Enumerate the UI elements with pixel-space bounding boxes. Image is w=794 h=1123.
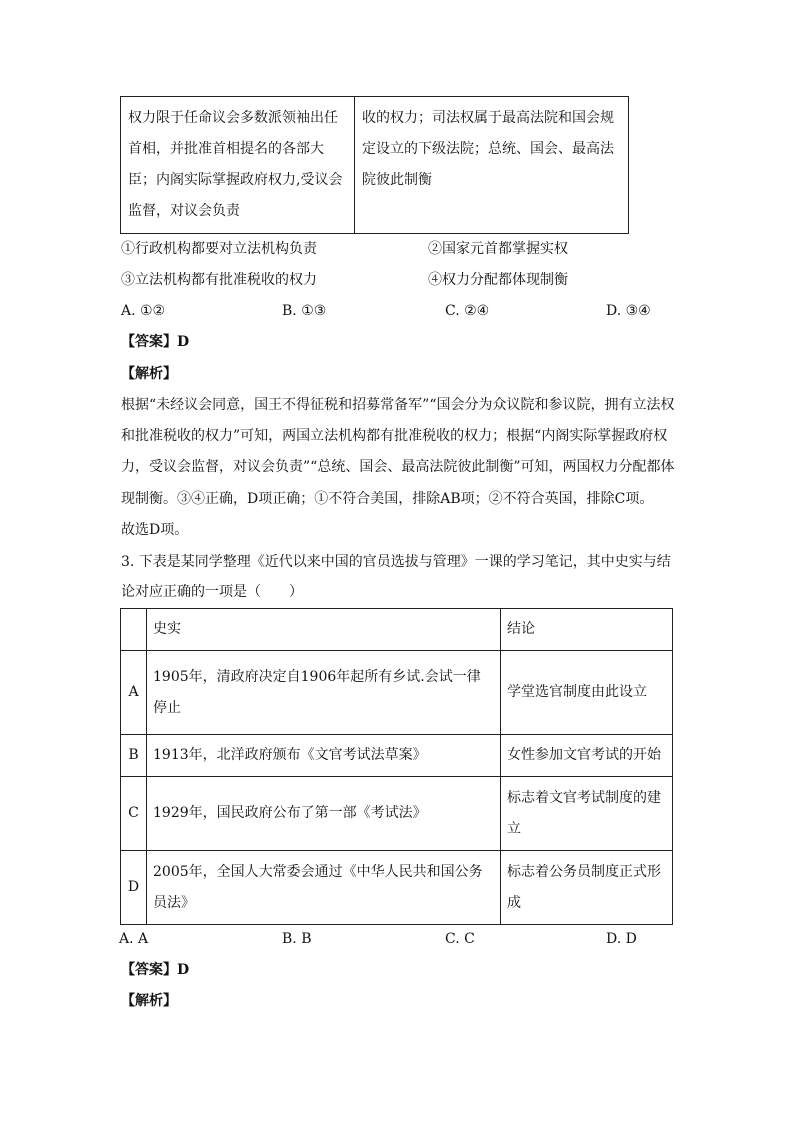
row-letter: A [121, 651, 147, 735]
row-letter: D [121, 851, 147, 925]
option-b: B. B [282, 931, 312, 947]
table-header-row [121, 609, 673, 651]
comparison-table [120, 96, 629, 234]
table-row [121, 651, 673, 735]
row-conclusion: 标志着文官考试制度的建立 [501, 777, 673, 851]
table-row [121, 97, 629, 234]
analysis-line: 和批准税收的权力”可知，两国立法机构都有批准税收的权力；根据“内阁实际掌握政府权 [121, 428, 668, 444]
notes-table [120, 608, 673, 925]
option-d: D. ③④ [606, 303, 651, 319]
table-cell-usa: 收的权力；司法权属于最高法院和国会规定设立的下级法院；总统、国会、最高法院彼此制衡 [355, 97, 629, 234]
analysis-line: 力，受议会监督，对议会负责”“总统、国会、最高法院彼此制衡”可知，两国权力分配都体 [121, 459, 675, 475]
analysis-line: 现制衡。③④正确，D项正确；①不符合美国，排除AB项；②不符合英国，排除C项。 [121, 491, 654, 507]
row-fact: 2005年，全国人大常委会通过《中华人民共和国公务员法》 [147, 851, 501, 925]
option-a: A. A [119, 931, 149, 947]
question-stem: 论对应正确的一项是（ ） [121, 584, 303, 600]
analysis-label: 【解析】 [121, 993, 177, 1009]
analysis-label: 【解析】 [121, 366, 177, 382]
row-conclusion: 学堂选官制度由此设立 [501, 651, 673, 735]
answer-label: 【答案】D [121, 334, 190, 350]
row-conclusion: 女性参加文官考试的开始 [501, 735, 673, 777]
statement-3: ③立法机构都有批准税收的权力 [121, 272, 317, 288]
analysis-line: 根据“未经议会同意，国王不得征税和招募常备军”“国会分为众议院和参议院，拥有立法权 [121, 397, 675, 413]
row-fact: 1929年，国民政府公布了第一部《考试法》 [147, 777, 501, 851]
table-row [121, 851, 673, 925]
table-row [121, 735, 673, 777]
table-cell-britain: 权力限于任命议会多数派领袖出任首相，并批准首相提名的各部大臣；内阁实际掌握政府权力,受议会监督，对议会负责 [121, 97, 355, 234]
answer-label: 【答案】D [121, 962, 190, 978]
option-b: B. ①③ [282, 303, 327, 319]
option-c: C. C [445, 931, 475, 947]
statement-4: ④权力分配都体现制衡 [428, 272, 568, 288]
question-stem: 3. 下表是某同学整理《近代以来中国的官员选拔与管理》一课的学习笔记，其中史实与结 [121, 554, 671, 570]
row-fact: 1913年，北洋政府颁布《文官考试法草案》 [147, 735, 501, 777]
row-letter: C [121, 777, 147, 851]
analysis-line: 故选D项。 [121, 522, 189, 538]
header-blank [121, 609, 147, 651]
header-conclusion: 结论 [501, 609, 673, 651]
header-fact: 史实 [147, 609, 501, 651]
statement-1: ①行政机构都要对立法机构负责 [121, 241, 317, 257]
row-conclusion: 标志着公务员制度正式形成 [501, 851, 673, 925]
table-row [121, 777, 673, 851]
option-d: D. D [606, 931, 637, 947]
option-a: A. ①② [121, 303, 166, 319]
option-c: C. ②④ [445, 303, 490, 319]
row-fact: 1905年，清政府决定自1906年起所有乡试.会试一律停止 [147, 651, 501, 735]
statement-2: ②国家元首都掌握实权 [428, 241, 568, 257]
row-letter: B [121, 735, 147, 777]
